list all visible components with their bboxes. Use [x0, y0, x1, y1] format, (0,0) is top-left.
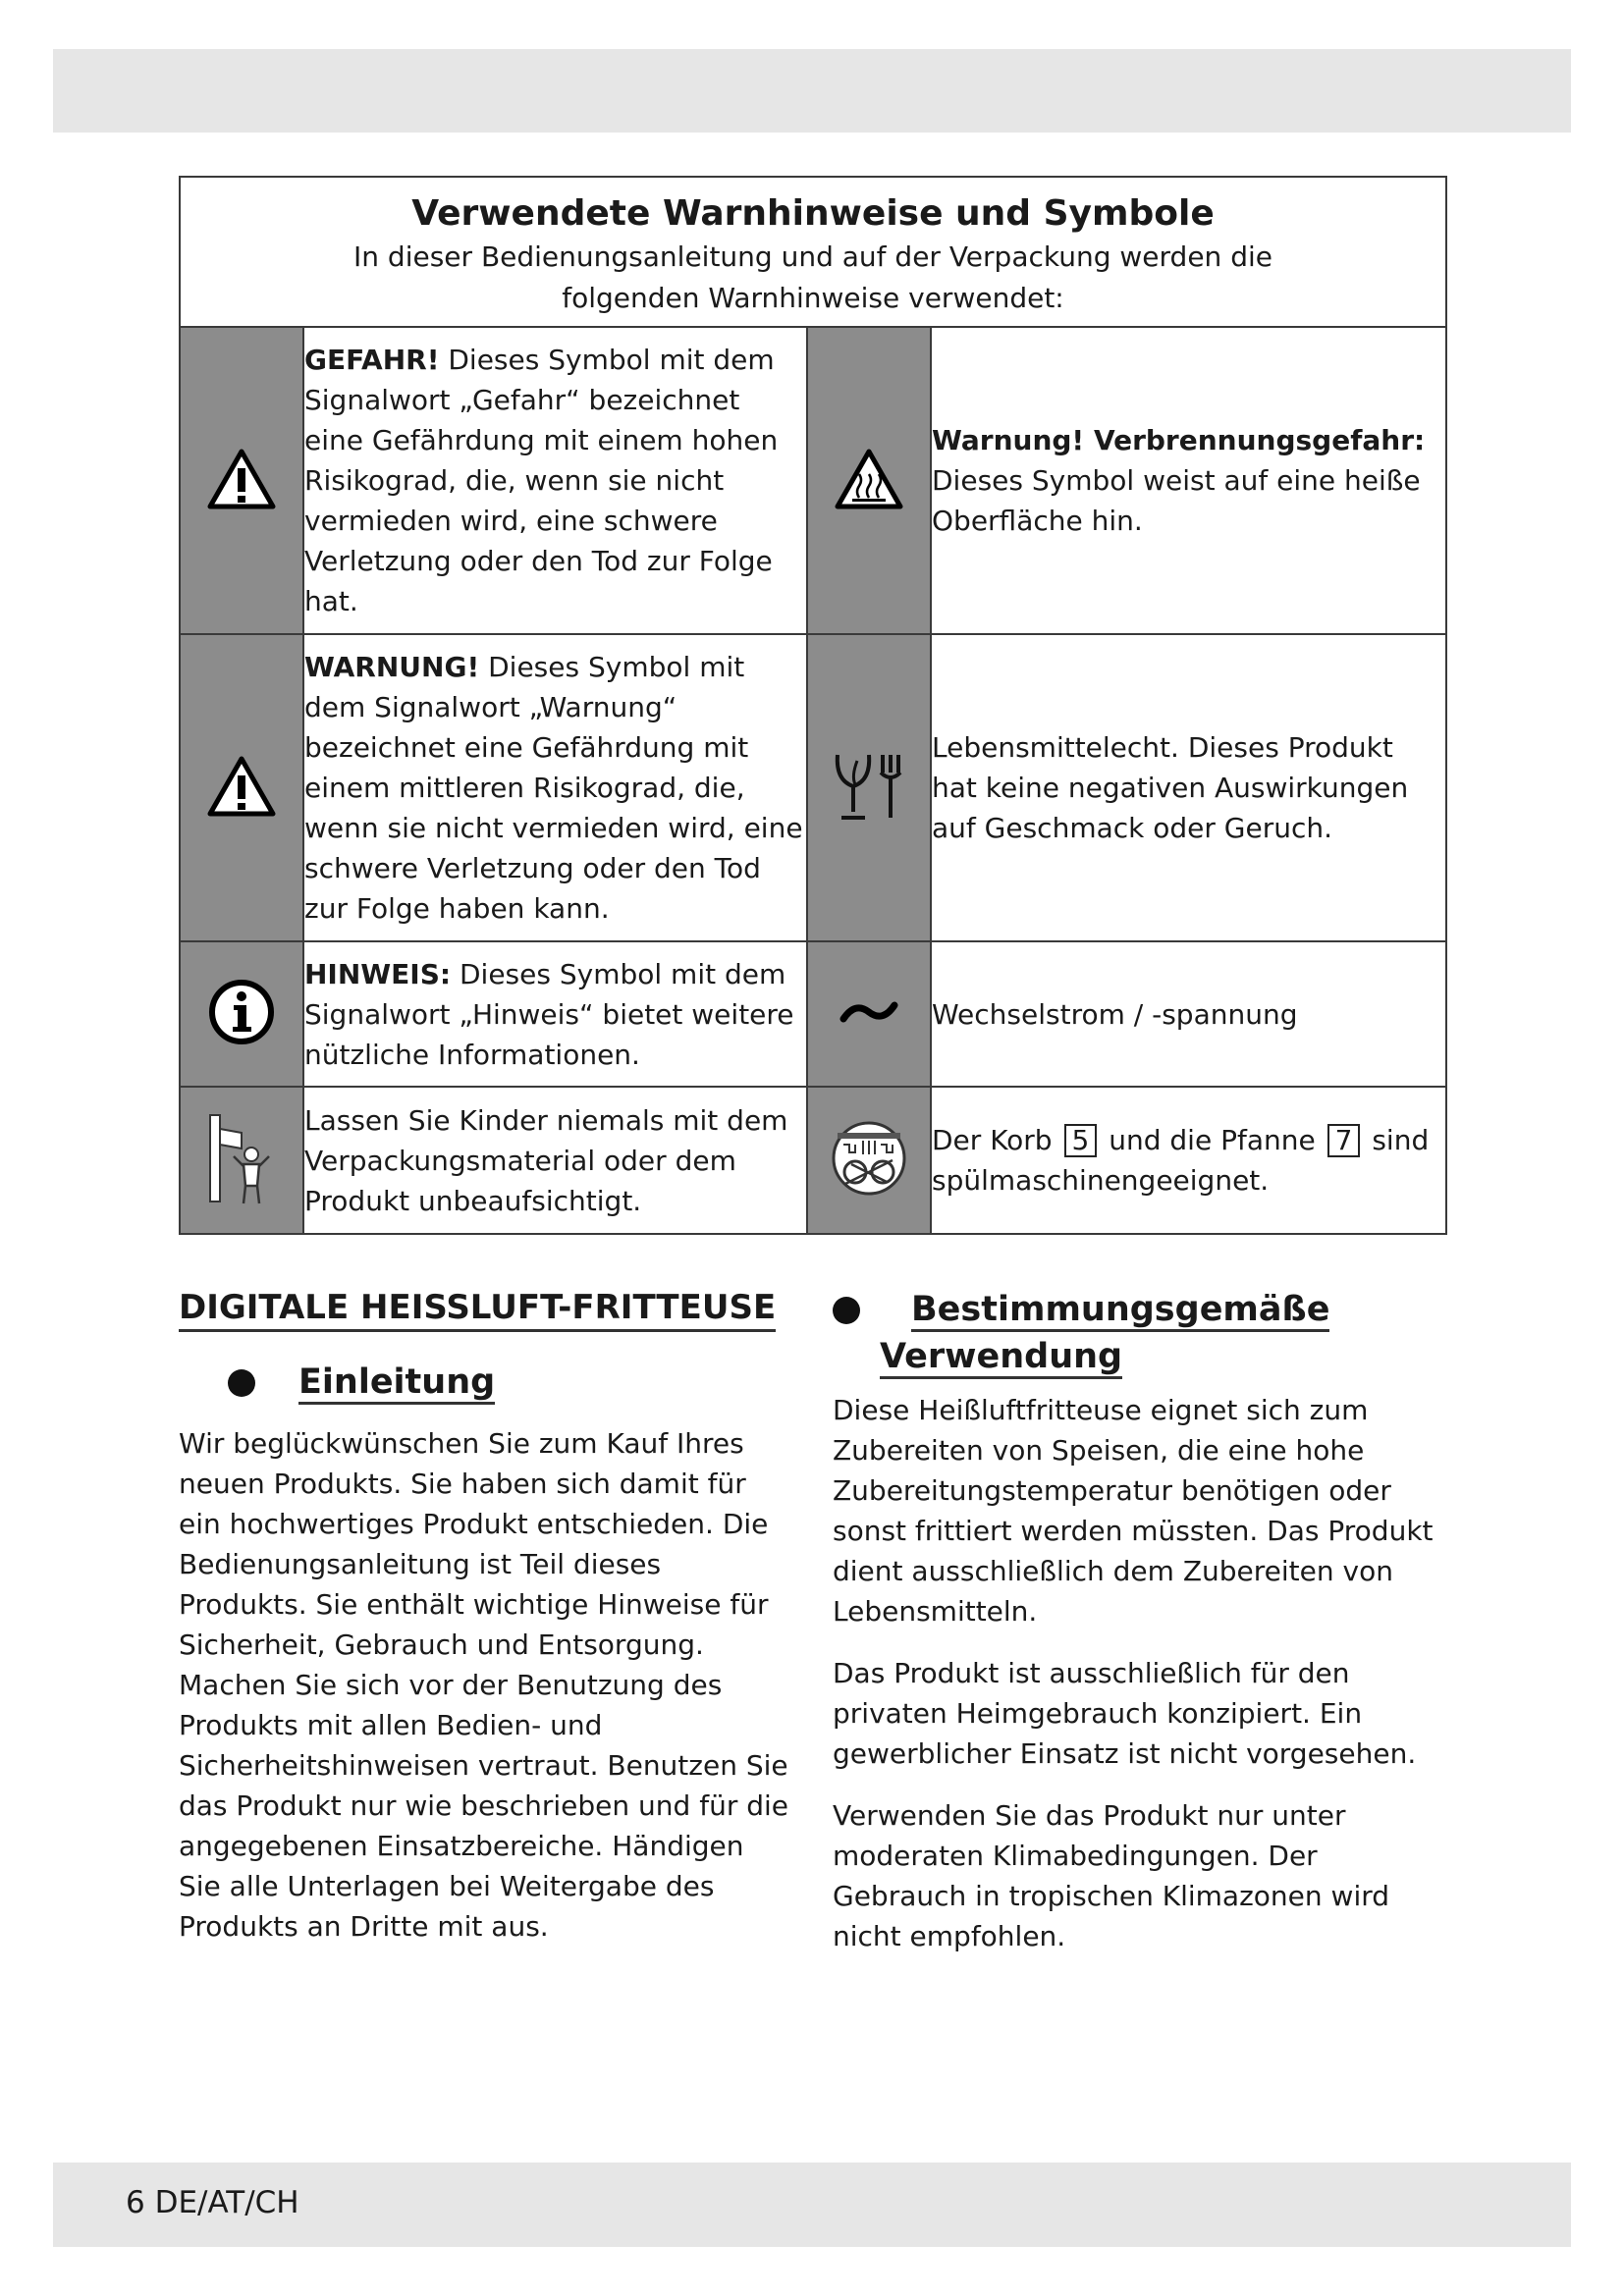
intended-use-heading-line-1: Bestimmungsgemäße — [911, 1290, 1329, 1332]
burn-text: Dieses Symbol weist auf eine heiße Oberfläche hin. — [932, 464, 1421, 537]
dishwasher-text-3: sind spülmaschinengeeignet. — [932, 1124, 1430, 1197]
dishwasher-icon-cell — [807, 1087, 931, 1234]
intended-use-heading — [880, 1286, 1451, 1333]
note-description — [303, 941, 807, 1087]
warning-triangle-icon — [207, 756, 276, 817]
warning-description — [303, 634, 807, 941]
intended-use-paragraph-2: Das Produkt ist ausschließlich für den privaten Heimgebrauch konzipiert. Ein gewerblicher Einsatz ist nicht vorgesehen. — [833, 1657, 1417, 1770]
warning-label: WARNUNG! — [304, 651, 480, 683]
child-with-packaging-icon — [202, 1109, 281, 1207]
page-footer: 6 DE/AT/CH — [126, 2185, 299, 2220]
product-heading — [179, 1286, 792, 1329]
danger-description — [303, 327, 807, 634]
table-title: Verwendete Warnhinweise und Symbole — [411, 192, 1215, 234]
dishwasher-text-2: und die Pfanne — [1109, 1124, 1316, 1156]
dishwasher-safe-icon — [830, 1119, 908, 1198]
ac-icon-cell — [807, 941, 931, 1087]
warning-symbols-table — [179, 176, 1447, 1235]
warning-triangle-icon — [207, 449, 276, 509]
dishwasher-text-1: Der Korb — [932, 1124, 1053, 1156]
note-text: Dieses Symbol mit dem Signalwort „Hinweis“ bietet weitere nützliche Informationen. — [304, 957, 794, 1071]
children-description: Lassen Sie Kinder niemals mit dem Verpackungsmaterial oder dem Produkt unbeaufsichtigt. — [303, 1087, 807, 1234]
dishwasher-description — [931, 1087, 1446, 1234]
danger-label: GEFAHR! — [304, 344, 440, 376]
left-column — [179, 1276, 792, 1947]
table-header — [180, 177, 1446, 327]
intended-use-heading-2 — [880, 1333, 1451, 1380]
food-safe-description: Lebensmittelecht. Dieses Produkt hat keine negativen Auswirkungen auf Geschmack oder Geruch. — [931, 634, 1446, 941]
intended-use-heading-line-2: Verwendung — [880, 1337, 1122, 1379]
hot-surface-icon-cell — [807, 327, 931, 634]
intro-heading-text: Einleitung — [298, 1362, 495, 1405]
right-column — [833, 1276, 1451, 1956]
burn-label: Warnung! Verbrennungsgefahr: — [932, 424, 1426, 456]
ac-description: Wechselstrom / -spannung — [931, 941, 1446, 1087]
intro-heading — [228, 1359, 792, 1406]
table-intro: In dieser Bedienungsanleitung und auf der Verpackung werden die folgenden Warnhinweise verwendet: — [353, 240, 1272, 314]
header-band — [53, 49, 1571, 133]
info-icon — [207, 978, 276, 1046]
food-safe-icon-cell — [807, 634, 931, 941]
warning-icon-cell — [180, 634, 303, 941]
bullet-icon — [228, 1369, 255, 1397]
danger-text: Dieses Symbol mit dem Signalwort „Gefahr“ bezeichnet eine Gefährdung mit einem hohen Risikograd, die, wenn sie nicht vermieden wird, eine schwere Verletzung oder den Tod zur Folge hat. — [304, 344, 779, 617]
hot-surface-icon — [835, 449, 903, 509]
note-label: HINWEIS: — [304, 957, 452, 990]
food-safe-glass-fork-icon — [832, 747, 906, 826]
part-ref-basket: 5 — [1064, 1124, 1098, 1157]
intro-paragraph: Wir beglückwünschen Sie zum Kauf Ihres neuen Produkts. Sie haben sich damit für ein hochwertiges Produkt entschieden. Die Bedienungsanleitung ist Teil dieses Produkts. Sie enthält wichtige Hinweise für Sicherheit, Gebrauch und Entsorgung. Machen Sie sich vor der Benutzung des Produkts mit allen Bedien- und Sicherheitshinweisen vertraut. Benutzen Sie das Produkt nur wie beschrieben und für die angegebenen Einsatzbereiche. Händigen Sie alle Unterlagen bei Weitergabe des Produkts an Dritte mit aus. — [179, 1427, 789, 1943]
alternating-current-icon — [839, 997, 898, 1027]
warning-text: Dieses Symbol mit dem Signalwort „Warnung“ bezeichnet eine Gefährdung mit einem mittleren Risikograd, die, wenn sie nicht vermieden wird, eine schwere Verletzung oder den Tod zur Folge haben kann. — [304, 651, 803, 925]
product-heading-text: DIGITALE HEISSLUFT-FRITTEUSE — [179, 1288, 776, 1332]
children-icon-cell — [180, 1087, 303, 1234]
intended-use-paragraph-3: Verwenden Sie das Produkt nur unter moderaten Klimabedingungen. Der Gebrauch in tropischen Klimazonen wird nicht empfohlen. — [833, 1799, 1390, 1952]
bullet-icon — [833, 1297, 860, 1324]
part-ref-pan: 7 — [1327, 1124, 1361, 1157]
intended-use-paragraph-1: Diese Heißluftfritteuse eignet sich zum Zubereiten von Speisen, die eine hohe Zubereitungstemperatur benötigen oder sonst frittiert werden müssten. Das Produkt dient ausschließlich dem Zubereiten von Lebensmitteln. — [833, 1394, 1434, 1628]
danger-icon-cell — [180, 327, 303, 634]
info-icon-cell — [180, 941, 303, 1087]
hot-surface-description — [931, 327, 1446, 634]
